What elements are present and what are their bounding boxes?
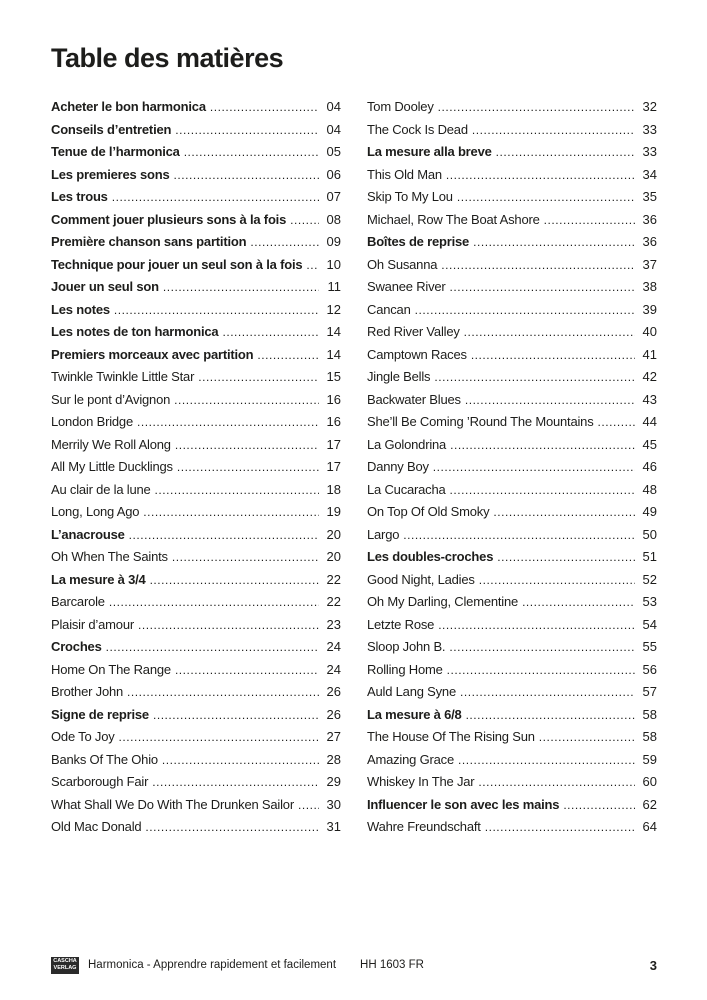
toc-entry-page: 12 [326, 301, 341, 317]
toc-entry-label: Barcarole [51, 594, 105, 609]
dot-leader [257, 344, 319, 367]
toc-entry-label: Banks Of The Ohio [51, 751, 158, 767]
dot-leader [306, 254, 319, 277]
toc-entry-label: Boîtes de reprise [367, 234, 470, 249]
toc-entry-page: 31 [326, 819, 341, 834]
toc-song-entry[interactable] [51, 434, 341, 457]
toc-entry-label: Twinkle Twinkle Little Star [51, 369, 195, 384]
toc-song-entry[interactable] [367, 771, 657, 794]
toc-song-entry[interactable] [367, 591, 657, 614]
toc-entry-label: Long, Long Ago [51, 504, 140, 519]
toc-entry-page: 19 [326, 504, 341, 519]
toc-song-entry[interactable] [51, 749, 341, 772]
toc-entry-page: 62 [642, 796, 657, 812]
dot-leader [152, 771, 319, 794]
toc-column-right [367, 96, 657, 839]
toc-entry-label: Conseils d’entretien [51, 121, 172, 137]
toc-entry-page: 44 [642, 414, 657, 429]
toc-section-entry[interactable] [51, 569, 341, 592]
toc-entry-page: 55 [642, 639, 657, 654]
dot-leader [485, 816, 635, 839]
toc-entry-page: 42 [642, 369, 657, 384]
toc-entry-label: Whiskey In The Jar [367, 774, 475, 789]
toc-entry-label: La Cucaracha [367, 481, 446, 497]
toc-song-entry[interactable] [51, 411, 341, 434]
toc-song-entry[interactable] [51, 389, 341, 412]
toc-entry-label: Les doubles-croches [367, 549, 494, 564]
toc-entry-label: Swanee River [367, 279, 446, 294]
toc-entry-page: 50 [642, 526, 657, 542]
toc-section-entry[interactable] [367, 546, 657, 569]
toc-entry-page: 26 [326, 706, 341, 722]
toc-section-entry[interactable] [51, 96, 341, 119]
toc-entry-page: 32 [642, 99, 657, 114]
logo-line-1: CASCHA [53, 958, 77, 964]
dot-leader [250, 231, 319, 254]
dot-leader [184, 141, 319, 164]
toc-entry-page: 58 [642, 706, 657, 722]
toc-entry-label: Brother John [51, 684, 124, 699]
dot-leader [471, 344, 635, 367]
publisher-logo [51, 957, 79, 974]
dot-leader [464, 321, 635, 344]
toc-section-entry[interactable] [51, 231, 341, 254]
toc-entry-label: Wahre Freundschaft [367, 819, 481, 834]
dot-leader [465, 389, 635, 412]
toc-entry-page: 14 [326, 346, 341, 362]
dot-leader [563, 794, 635, 817]
toc-entry-page: 26 [326, 684, 341, 699]
toc-entry-label: Home On The Range [51, 661, 171, 677]
dot-leader [458, 749, 635, 772]
dot-leader [473, 231, 635, 254]
toc-entry-page: 34 [642, 166, 657, 182]
dot-leader [163, 276, 319, 299]
toc-entry-label: Backwater Blues [367, 391, 461, 407]
toc-entry-page: 16 [326, 414, 341, 429]
dot-leader [222, 321, 319, 344]
toc-entry-page: 33 [642, 144, 657, 159]
toc-song-entry[interactable] [367, 569, 657, 592]
toc-song-entry[interactable] [367, 366, 657, 389]
toc-song-entry[interactable] [51, 456, 341, 479]
dot-leader [446, 164, 635, 187]
toc-song-entry[interactable] [367, 816, 657, 839]
toc-entry-label: The House Of The Rising Sun [367, 729, 535, 744]
toc-entry-page: 06 [326, 166, 341, 182]
toc-entry-label: Oh Susanna [367, 256, 438, 272]
toc-song-entry[interactable] [367, 276, 657, 299]
toc-entry-label: Oh When The Saints [51, 549, 168, 564]
toc-section-entry[interactable] [51, 636, 341, 659]
toc-entry-page: 56 [642, 661, 657, 677]
dot-leader [449, 636, 635, 659]
dot-leader [466, 704, 635, 727]
toc-entry-label: Scarborough Fair [51, 774, 149, 789]
toc-song-entry[interactable] [51, 816, 341, 839]
toc-entry-label: Amazing Grace [367, 751, 454, 767]
toc-entry-label: Au clair de la lune [51, 481, 151, 497]
toc-entry-label: Good Night, Ladies [367, 571, 475, 587]
toc-entry-label: Tenue de l’harmonica [51, 144, 180, 159]
toc-entry-label: Oh My Darling, Clementine [367, 594, 519, 609]
toc-entry-page: 40 [642, 324, 657, 339]
toc-entry-page: 51 [642, 549, 657, 564]
dot-leader [438, 614, 635, 637]
toc-entry-page: 09 [326, 234, 341, 249]
dot-leader [450, 434, 635, 457]
book-title: Harmonica - Apprendre rapidement et facilement [88, 959, 337, 971]
toc-song-entry[interactable] [367, 119, 657, 142]
toc-entry-page: 22 [326, 571, 341, 587]
toc-entry-page: 30 [326, 796, 341, 812]
toc-entry-page: 54 [642, 616, 657, 632]
toc-entry-label: Influencer le son avec les mains [367, 796, 560, 812]
toc-entry-page: 17 [326, 436, 341, 452]
toc-section-entry[interactable] [51, 164, 341, 187]
toc-entry-page: 39 [642, 301, 657, 317]
toc-entry-page: 36 [642, 234, 657, 249]
dot-leader [457, 186, 635, 209]
dot-leader [210, 96, 319, 119]
toc-entry-page: 48 [642, 481, 657, 497]
toc-entry-label: Ode To Joy [51, 729, 115, 744]
toc-song-entry[interactable] [367, 164, 657, 187]
toc-entry-page: 11 [327, 279, 341, 294]
dot-leader [175, 659, 319, 682]
toc-song-entry[interactable] [367, 726, 657, 749]
toc-entry-page: 52 [642, 571, 657, 587]
book-code: HH 1603 FR [360, 959, 424, 971]
toc-entry-label: Technique pour jouer un seul son à la fois [51, 256, 303, 272]
toc-section-entry[interactable] [51, 186, 341, 209]
toc-entry-label: La mesure alla breve [367, 144, 492, 159]
dot-leader [472, 119, 635, 142]
dot-leader [175, 434, 319, 457]
toc-entry-label: She’ll Be Coming ’Round The Mountains [367, 414, 594, 429]
toc-song-entry[interactable] [51, 366, 341, 389]
toc-column-left [51, 96, 341, 839]
toc-song-entry[interactable] [51, 546, 341, 569]
toc-section-entry[interactable] [51, 119, 341, 142]
toc-section-entry[interactable] [51, 344, 341, 367]
dot-leader [109, 591, 319, 614]
toc-song-entry[interactable] [367, 681, 657, 704]
dot-leader [172, 546, 319, 569]
toc-entry-page: 37 [642, 256, 657, 272]
toc-song-entry[interactable] [367, 96, 657, 119]
dot-leader [106, 636, 319, 659]
dot-leader [478, 771, 635, 794]
toc-song-entry[interactable] [367, 209, 657, 232]
toc-entry-label: Red River Valley [367, 324, 460, 339]
logo-line-2: VERLAG [53, 965, 77, 971]
toc-entry-label: Old Mac Donald [51, 819, 142, 834]
toc-song-entry[interactable] [367, 411, 657, 434]
dot-leader [544, 209, 635, 232]
toc-entry-page: 59 [642, 751, 657, 767]
toc-entry-page: 16 [326, 391, 341, 407]
toc-entry-label: La mesure à 6/8 [367, 706, 462, 722]
toc-song-entry[interactable] [51, 681, 341, 704]
toc-song-entry[interactable] [51, 771, 341, 794]
toc-song-entry[interactable] [51, 726, 341, 749]
toc-entry-page: 24 [326, 639, 341, 654]
toc-entry-page: 49 [642, 504, 657, 519]
toc-entry-page: 10 [326, 256, 341, 272]
toc-entry-label: The Cock Is Dead [367, 121, 468, 137]
toc-entry-label: Letzte Rose [367, 616, 435, 632]
toc-entry-label: Signe de reprise [51, 706, 149, 722]
toc-entry-label: Danny Boy [367, 459, 429, 474]
toc-entry-page: 43 [642, 391, 657, 407]
dot-leader [493, 501, 635, 524]
toc-entry-label: On Top Of Old Smoky [367, 504, 490, 519]
dot-leader [114, 299, 319, 322]
toc-song-entry[interactable] [367, 479, 657, 502]
toc-section-entry[interactable] [51, 209, 341, 232]
dot-leader [175, 119, 319, 142]
toc-entry-page: 28 [326, 751, 341, 767]
toc-song-entry[interactable] [367, 321, 657, 344]
dot-leader [143, 501, 319, 524]
toc-entry-page: 53 [642, 594, 657, 609]
dot-leader [174, 389, 319, 412]
toc-entry-page: 64 [642, 819, 657, 834]
toc-section-entry[interactable] [51, 141, 341, 164]
toc-entry-label: Les trous [51, 189, 108, 204]
toc-entry-label: Comment jouer plusieurs sons à la fois [51, 211, 287, 227]
toc-entry-label: Jingle Bells [367, 369, 431, 384]
toc-entry-label: What Shall We Do With The Drunken Sailor [51, 796, 294, 812]
toc-entry-page: 18 [326, 481, 341, 497]
toc-section-entry[interactable] [51, 524, 341, 547]
toc-section-entry[interactable] [367, 141, 657, 164]
toc-entry-page: 58 [642, 729, 657, 744]
toc-section-entry[interactable] [51, 704, 341, 727]
toc-song-entry[interactable] [367, 749, 657, 772]
toc-entry-page: 20 [326, 526, 341, 542]
toc-song-entry[interactable] [367, 299, 657, 322]
toc-entry-page: 38 [642, 279, 657, 294]
toc-entry-label: Jouer un seul son [51, 279, 159, 294]
toc-song-entry[interactable] [51, 501, 341, 524]
toc-entry-page: 33 [642, 121, 657, 137]
dot-leader [438, 96, 635, 119]
toc-entry-page: 20 [326, 549, 341, 564]
dot-leader [433, 456, 635, 479]
page-footer [51, 956, 657, 974]
dot-leader [129, 524, 319, 547]
toc-song-entry[interactable] [367, 254, 657, 277]
toc-entry-label: Auld Lang Syne [367, 684, 456, 699]
toc-entry-page: 29 [326, 774, 341, 789]
toc-song-entry[interactable] [367, 434, 657, 457]
dot-leader [177, 456, 319, 479]
dot-leader [138, 614, 319, 637]
dot-leader [447, 659, 635, 682]
toc-song-entry[interactable] [367, 524, 657, 547]
toc-entry-label: Croches [51, 639, 102, 654]
toc-song-entry[interactable] [51, 614, 341, 637]
toc-entry-label: All My Little Ducklings [51, 459, 173, 474]
toc-entry-page: 57 [642, 684, 657, 699]
page-title: Table des matières [51, 43, 284, 73]
dot-leader [119, 726, 319, 749]
toc-entry-page: 04 [326, 121, 341, 137]
toc-entry-label: Rolling Home [367, 661, 443, 677]
toc-song-entry[interactable] [51, 794, 341, 817]
toc-song-entry[interactable] [51, 479, 341, 502]
dot-leader [460, 681, 635, 704]
toc-section-entry[interactable] [367, 704, 657, 727]
toc-entry-page: 15 [326, 369, 341, 384]
toc-song-entry[interactable] [367, 456, 657, 479]
dot-leader [155, 479, 319, 502]
toc-section-entry[interactable] [51, 321, 341, 344]
dot-leader [450, 276, 635, 299]
toc-entry-label: Sloop John B. [367, 639, 446, 654]
toc-entry-label: This Old Man [367, 166, 442, 182]
toc-entry-label: Premiers morceaux avec partition [51, 346, 254, 362]
toc-entry-label: Cancan [367, 301, 411, 317]
toc-entry-page: 23 [326, 616, 341, 632]
dot-leader [198, 366, 319, 389]
toc-entry-page: 45 [642, 436, 657, 452]
toc-song-entry[interactable] [367, 501, 657, 524]
toc-song-entry[interactable] [367, 659, 657, 682]
toc-section-entry[interactable] [51, 299, 341, 322]
toc-entry-label: Michael, Row The Boat Ashore [367, 211, 540, 227]
toc-entry-label: Tom Dooley [367, 99, 434, 114]
dot-leader [127, 681, 319, 704]
toc-song-entry[interactable] [51, 659, 341, 682]
dot-leader [497, 546, 635, 569]
dot-leader [403, 524, 635, 547]
toc-entry-label: Plaisir d’amour [51, 616, 134, 632]
toc-entry-label: Merrily We Roll Along [51, 436, 171, 452]
toc-song-entry[interactable] [51, 591, 341, 614]
toc-entry-page: 24 [326, 661, 341, 677]
dot-leader [415, 299, 635, 322]
toc-entry-page: 22 [326, 594, 341, 609]
dot-leader [145, 816, 319, 839]
dot-leader [450, 479, 635, 502]
dot-leader [150, 569, 319, 592]
dot-leader [290, 209, 319, 232]
toc-entry-page: 35 [642, 189, 657, 204]
toc-entry-label: Camptown Races [367, 346, 467, 362]
toc-entry-label: L’anacrouse [51, 526, 125, 542]
toc-song-entry[interactable] [367, 389, 657, 412]
page-number: 3 [649, 957, 657, 973]
toc-entry-label: Première chanson sans partition [51, 234, 247, 249]
toc-entry-page: 17 [326, 459, 341, 474]
toc-section-entry[interactable] [367, 794, 657, 817]
toc-entry-page: 08 [326, 211, 341, 227]
toc-entry-label: London Bridge [51, 414, 133, 429]
toc-entry-page: 60 [642, 774, 657, 789]
toc-entry-page: 27 [326, 729, 341, 744]
dot-leader [434, 366, 635, 389]
toc-entry-label: La mesure à 3/4 [51, 571, 146, 587]
toc-song-entry[interactable] [367, 186, 657, 209]
toc-section-entry[interactable] [51, 276, 341, 299]
toc-entry-label: Les notes [51, 301, 110, 317]
toc-entry-page: 41 [642, 346, 657, 362]
toc-entry-page: 04 [326, 99, 341, 114]
dot-leader [441, 254, 635, 277]
toc-entry-label: Sur le pont d’Avignon [51, 391, 171, 407]
toc-entry-page: 05 [326, 144, 341, 159]
dot-leader [153, 704, 319, 727]
toc-entry-label: Les notes de ton harmonica [51, 324, 219, 339]
toc-song-entry[interactable] [367, 344, 657, 367]
toc-entry-label: La Golondrina [367, 436, 447, 452]
toc-entry-label: Les premieres sons [51, 166, 170, 182]
dot-leader [522, 591, 635, 614]
toc-entry-page: 46 [642, 459, 657, 474]
toc-entry-label: Acheter le bon harmonica [51, 99, 206, 114]
dot-leader [112, 186, 319, 209]
toc-section-entry[interactable] [51, 254, 341, 277]
dot-leader [479, 569, 635, 592]
dot-leader [137, 411, 319, 434]
dot-leader [496, 141, 635, 164]
dot-leader [539, 726, 635, 749]
toc-entry-page: 07 [326, 189, 341, 204]
toc-entry-label: Largo [367, 526, 400, 542]
toc-song-entry[interactable] [367, 614, 657, 637]
dot-leader [162, 749, 319, 772]
toc-entry-page: 14 [326, 324, 341, 339]
toc-entry-label: Skip To My Lou [367, 189, 453, 204]
dot-leader [598, 411, 636, 434]
dot-leader [298, 794, 319, 817]
toc-entry-page: 36 [642, 211, 657, 227]
dot-leader [174, 164, 319, 187]
toc-section-entry[interactable] [367, 231, 657, 254]
toc-song-entry[interactable] [367, 636, 657, 659]
